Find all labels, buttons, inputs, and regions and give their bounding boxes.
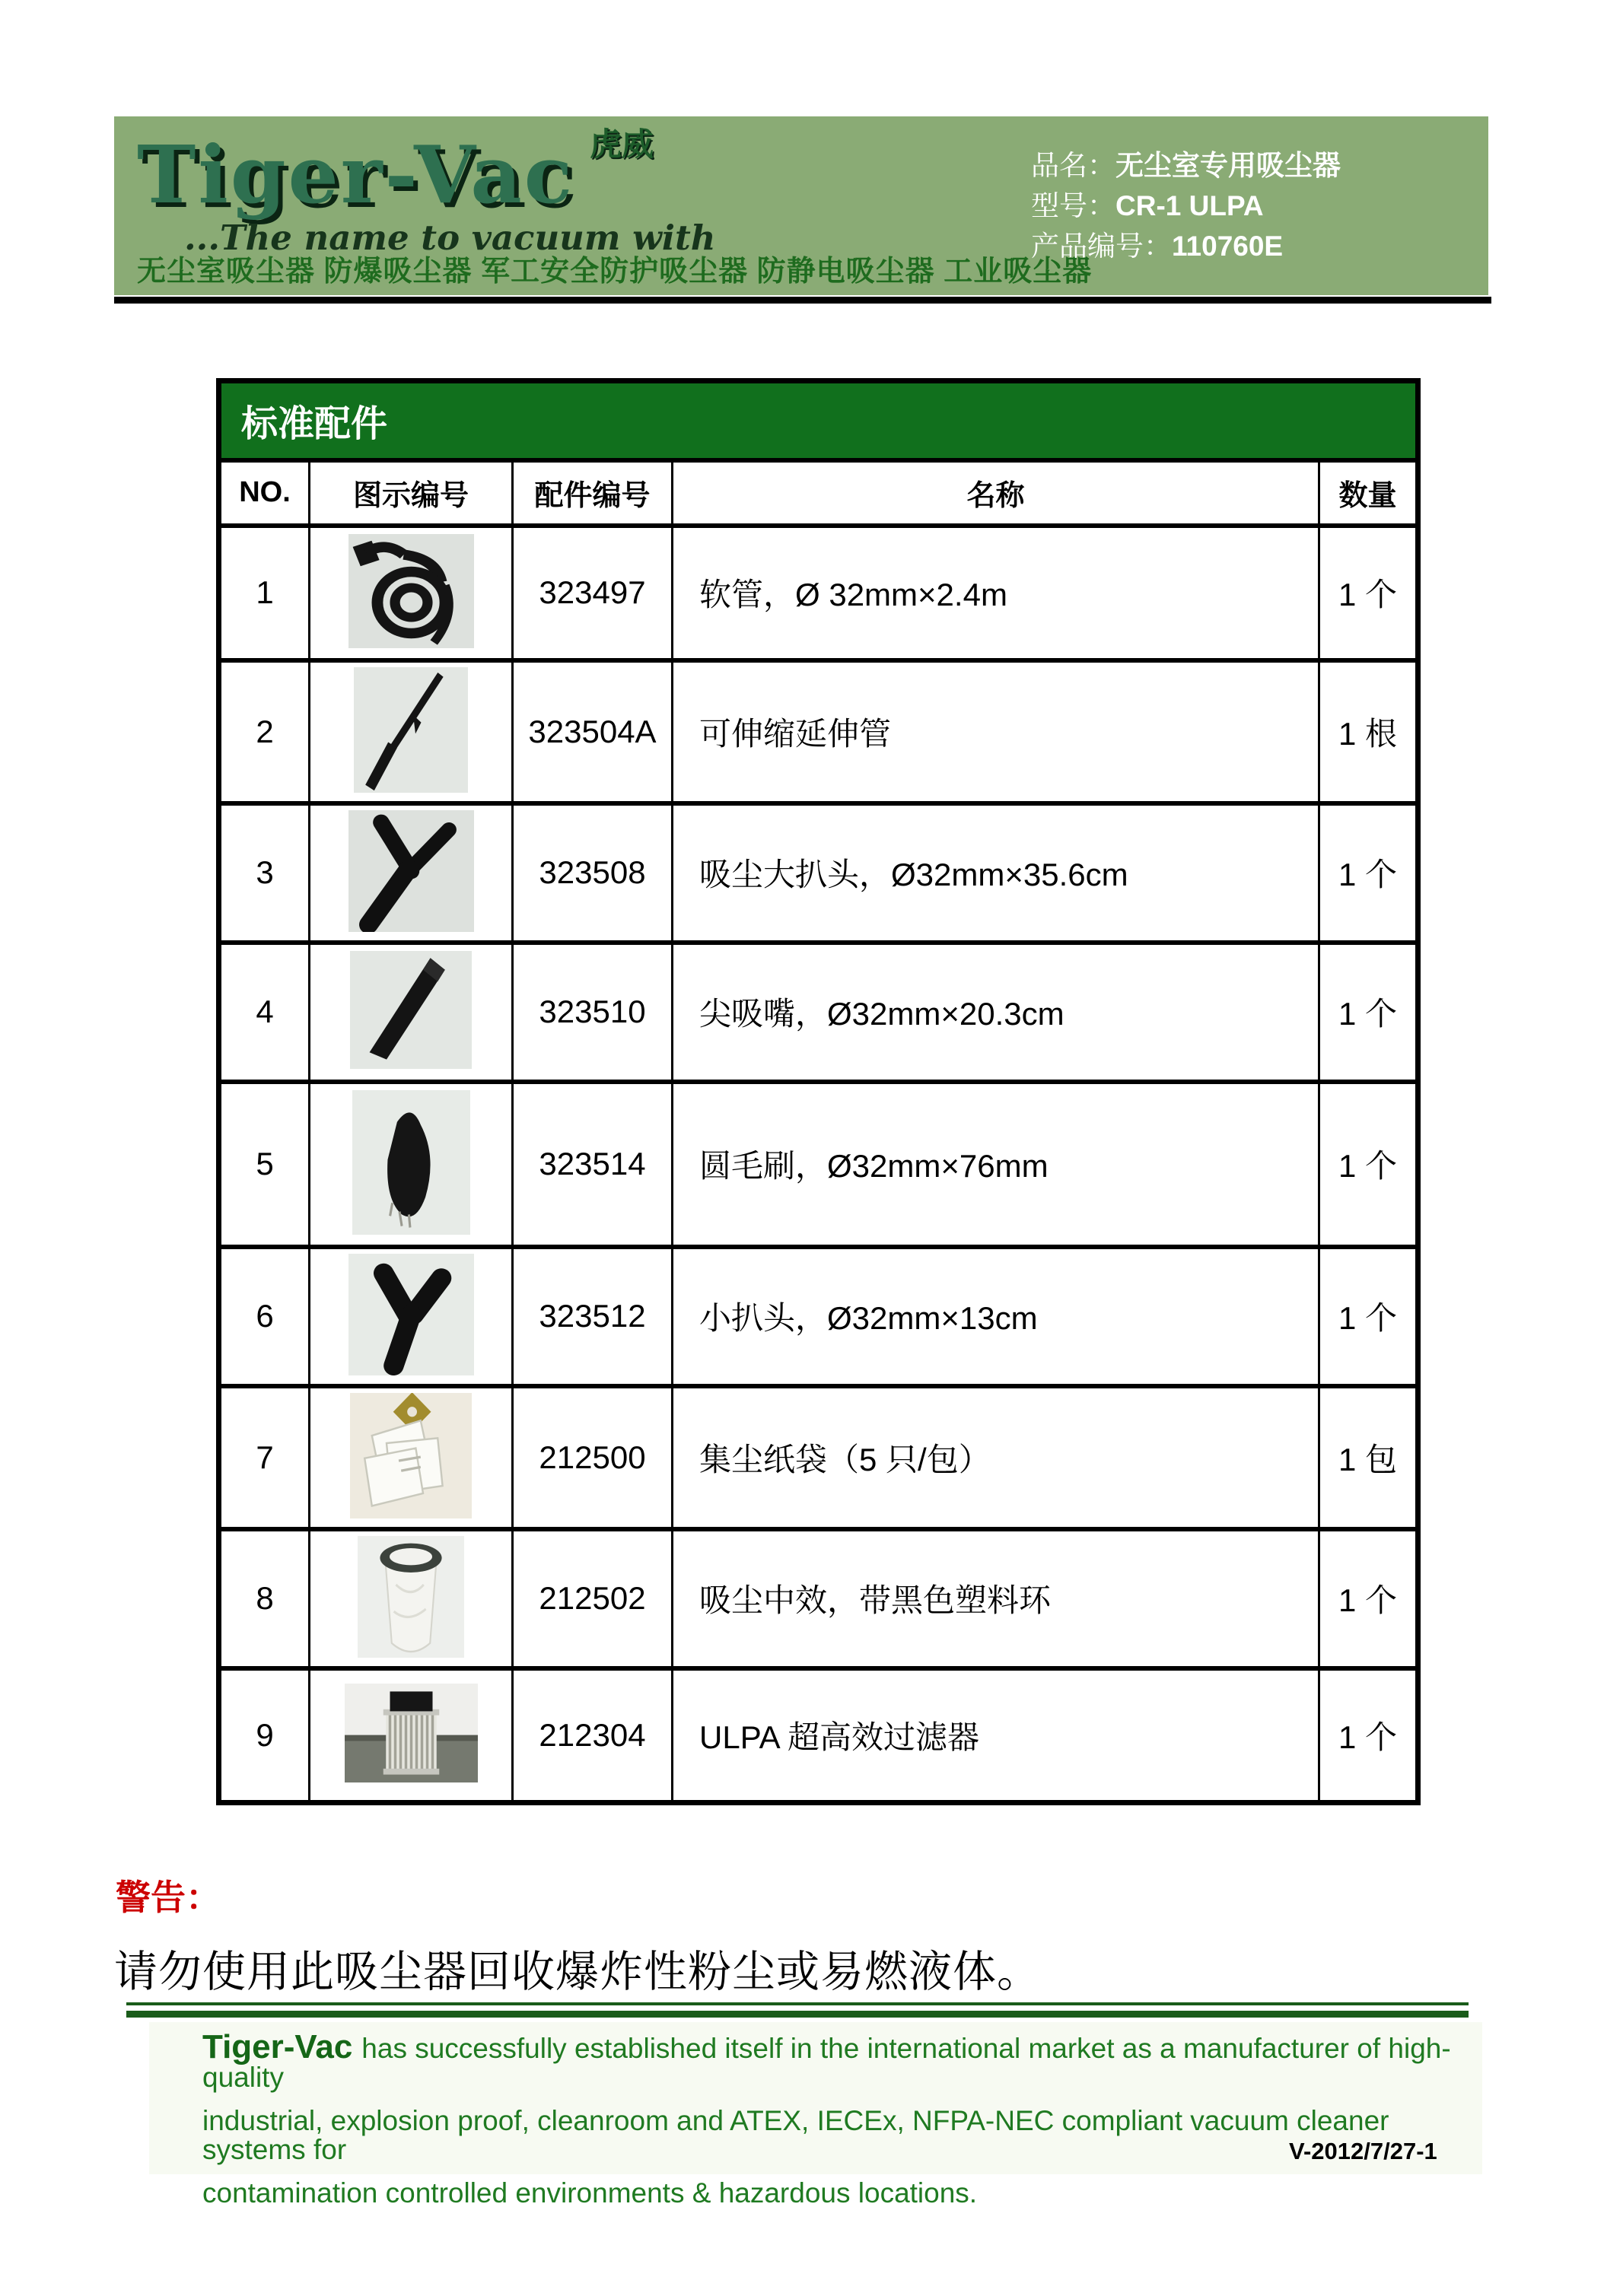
table-row <box>219 1247 1418 1386</box>
col-header-illustration: 图示编号 <box>310 460 513 526</box>
row-number: 7 <box>219 1386 310 1529</box>
product-name-line <box>1031 145 1341 186</box>
part-quantity: 1 个 <box>1319 803 1418 943</box>
table-row <box>219 1386 1418 1529</box>
row-number: 9 <box>219 1668 310 1803</box>
part-quantity: 1 包 <box>1319 1386 1418 1529</box>
part-quantity: 1 个 <box>1319 526 1418 660</box>
table-row <box>219 1529 1418 1668</box>
logo-chinese-name: 虎威 <box>590 126 654 162</box>
part-photo-cell <box>310 1668 513 1803</box>
product-info <box>1031 145 1341 266</box>
header-divider <box>114 297 1491 304</box>
footer-line2: industrial, explosion proof, cleanroom and ATEX, IECEx, NFPA-NEC compliant vacuum cleaner systems for <box>202 2105 1389 2165</box>
table-row <box>219 1668 1418 1803</box>
table-row <box>219 526 1418 660</box>
part-photo-cell <box>310 1247 513 1386</box>
crevice-tool-photo <box>350 951 472 1069</box>
product-code-value: 110760E <box>1172 231 1284 262</box>
part-name: 尖吸嘴，Ø32mm×20.3cm <box>673 943 1319 1082</box>
table-header-row <box>219 460 1418 526</box>
part-number: 323510 <box>513 943 673 1082</box>
table-row <box>219 1082 1418 1247</box>
row-number: 6 <box>219 1247 310 1386</box>
table-row <box>219 943 1418 1082</box>
warning-label: 警告： <box>116 1878 221 1917</box>
part-number: 212500 <box>513 1386 673 1529</box>
table-row <box>219 660 1418 803</box>
warning-text: 请勿使用此吸尘器回收爆炸性粉尘或易燃液体。 <box>114 1948 1041 1996</box>
tiger-vac-logo: Tiger-Vac <box>137 128 575 221</box>
part-name: 可伸缩延伸管 <box>673 660 1319 803</box>
version-number: V-2012/7/27-1 <box>1289 2138 1437 2164</box>
row-number: 2 <box>219 660 310 803</box>
table-row <box>219 803 1418 943</box>
table-title: 标准配件 <box>219 381 1418 460</box>
table-title-row <box>219 381 1418 460</box>
footer <box>202 2028 1496 2222</box>
part-number: 212304 <box>513 1668 673 1803</box>
part-photo-cell <box>310 943 513 1082</box>
product-name-label: 品名： <box>1031 150 1115 181</box>
floor-nozzle-photo <box>348 810 474 932</box>
part-photo-cell <box>310 660 513 803</box>
part-name: 小扒头，Ø32mm×13cm <box>673 1247 1319 1386</box>
footer-line3: contamination controlled environments & hazardous locations. <box>202 2177 978 2209</box>
cloth-filter-photo <box>358 1536 464 1658</box>
part-quantity: 1 个 <box>1319 943 1418 1082</box>
part-number: 212502 <box>513 1529 673 1668</box>
logo-tagline: ...The name to vacuum with <box>184 218 716 259</box>
col-header-no: NO. <box>219 460 310 526</box>
model-line <box>1031 186 1341 226</box>
row-number: 1 <box>219 526 310 660</box>
dust-bags-photo <box>350 1393 472 1518</box>
col-header-name: 名称 <box>673 460 1319 526</box>
part-number: 323497 <box>513 526 673 660</box>
part-name: 吸尘大扒头，Ø32mm×35.6cm <box>673 803 1319 943</box>
footer-line1 <box>202 2028 1496 2093</box>
col-header-quantity: 数量 <box>1319 460 1418 526</box>
part-photo-cell <box>310 803 513 943</box>
model-value: CR-1 ULPA <box>1115 190 1264 221</box>
part-photo-cell <box>310 526 513 660</box>
row-number: 5 <box>219 1082 310 1247</box>
part-quantity: 1 根 <box>1319 660 1418 803</box>
footer-line1-text: has successfully established itself in the international market as a manufacturer of high-quality <box>202 2033 1451 2093</box>
part-name: 集尘纸袋（5 只/包） <box>673 1386 1319 1529</box>
part-number: 323508 <box>513 803 673 943</box>
part-number: 323512 <box>513 1247 673 1386</box>
telescopic-wand-photo <box>354 667 468 793</box>
col-header-part-number: 配件编号 <box>513 460 673 526</box>
part-quantity: 1 个 <box>1319 1247 1418 1386</box>
part-photo-cell <box>310 1386 513 1529</box>
part-number: 323504A <box>513 660 673 803</box>
product-code-label: 产品编号： <box>1031 231 1172 262</box>
hose-photo <box>348 534 474 648</box>
model-label: 型号： <box>1031 190 1115 221</box>
part-name: 吸尘中效，带黑色塑料环 <box>673 1529 1319 1668</box>
standard-accessories-table <box>216 378 1421 1805</box>
round-brush-photo <box>352 1090 470 1235</box>
part-number: 323514 <box>513 1082 673 1247</box>
part-quantity: 1 个 <box>1319 1668 1418 1803</box>
part-quantity: 1 个 <box>1319 1529 1418 1668</box>
part-photo-cell <box>310 1082 513 1247</box>
header-banner <box>114 116 1488 295</box>
product-code-line <box>1031 226 1341 266</box>
logo-block <box>137 119 716 258</box>
part-quantity: 1 个 <box>1319 1082 1418 1247</box>
part-name: ULPA 超高效过滤器 <box>673 1668 1319 1803</box>
ulpa-filter-photo <box>345 1684 478 1782</box>
row-number: 8 <box>219 1529 310 1668</box>
row-number: 3 <box>219 803 310 943</box>
part-name: 圆毛刷，Ø32mm×76mm <box>673 1082 1319 1247</box>
footer-brand: Tiger-Vac <box>202 2028 353 2065</box>
product-name-value: 无尘室专用吸尘器 <box>1115 150 1341 181</box>
product-categories: 无尘室吸尘器 防爆吸尘器 军工安全防护吸尘器 防静电吸尘器 工业吸尘器 <box>137 256 1093 288</box>
row-number: 4 <box>219 943 310 1082</box>
part-photo-cell <box>310 1529 513 1668</box>
part-name: 软管，Ø 32mm×2.4m <box>673 526 1319 660</box>
footer-divider <box>126 2002 1469 2018</box>
small-nozzle-photo <box>348 1254 474 1375</box>
